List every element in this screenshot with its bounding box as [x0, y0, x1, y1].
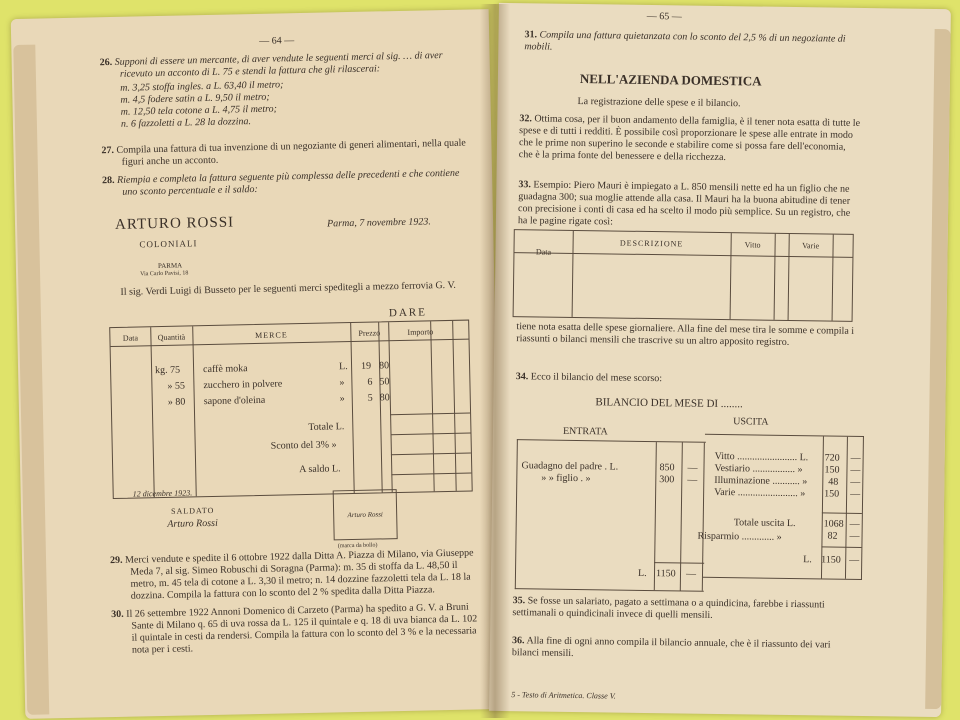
exercise-36 — [512, 635, 858, 664]
exercise-number: 29. — [109, 554, 123, 567]
invoice-saldato: SALDATO — [170, 505, 215, 516]
exercise-number: 36. — [511, 635, 525, 647]
expense-total-cents: — — [849, 518, 860, 530]
grand-total: 1150 — [821, 554, 841, 566]
exercise-text: Esempio: Piero Mauri è impiegato a L. 850 mensili nette ed ha un figlio che ne guadagna 300; sua moglie attende alla casa. Il Mauri ha la buona abitudine di tener con precisione i conti di casa ed ha scelto il modo più semplice. Su un registro, che ha le pagine rigate così: — [517, 179, 851, 228]
list-item: n. 6 fazzoletti a L. 28 la dozzina. — [120, 116, 252, 130]
table-row-unit: L. — [338, 361, 348, 373]
register-header-date: Data — [535, 247, 552, 257]
exercise-number: 31. — [524, 29, 538, 41]
invoice-date: Parma, 7 novembre 1923. — [326, 216, 431, 230]
savings-cents: — — [849, 530, 860, 542]
register-header-description: DESCRIZIONE — [619, 238, 684, 249]
exercise-26 — [99, 50, 466, 131]
balance-income-heading: ENTRATA — [562, 425, 608, 438]
expense-label: Illuminazione ........... » — [714, 474, 808, 488]
expense-label: Vestiario ................. » — [714, 462, 803, 476]
stamp-text: Arturo Rossi — [347, 510, 383, 520]
balance-income-table — [515, 439, 706, 592]
invoice-intro: Il sig. Verdi Luigi di Busseto per le seguenti merci speditegli a mezzo ferrovia G. V. — [120, 279, 456, 298]
expense-label: Vitto ........................ L. — [714, 450, 809, 464]
income-label: » » figlio . » — [541, 472, 591, 485]
exercise-number: 33. — [518, 179, 532, 191]
register-header-misc: Varie — [802, 241, 820, 251]
expense-total: 1068 — [823, 518, 844, 530]
income-cents: — — [687, 462, 698, 474]
invoice-balance-label: A saldo L. — [299, 463, 341, 476]
section-heading: NELL'AZIENDA DOMESTICA — [579, 71, 762, 89]
invoice-total-label: Totale L. — [308, 421, 345, 433]
invoice-trade: COLONIALI — [139, 238, 198, 250]
exercise-30 — [111, 601, 478, 656]
table-header-goods: MERCE — [255, 330, 288, 341]
exercise-32 — [519, 113, 862, 166]
invoice-firm-name: ARTURO ROSSI — [114, 214, 235, 233]
stamp-label: (marca da bollo) — [337, 542, 378, 550]
exercise-text: Merci vendute e spedite il 6 ottobre 1922 dalla Ditta A. Piazza di Milano, via Giuseppe Meda 7, al sig. Simeo Robuschi di Soragna (Parma): m. 35 di stoffa da L. 48,50 il metro, m. 45 tela di cotone a L. 3,30 il metro; n. 14 dozzine fazzoletti tela da L. 18 la dozzina. Compila la fattura con lo sconto del 2 % spedita dalla Ditta Piazza. — [124, 547, 474, 602]
exercise-text: Ecco il bilancio del mese scorso: — [530, 371, 663, 385]
exercise-text: Compila una fattura di tua invenzione di un negoziante di generi alimentari, nella quale figuri anche un acconto. — [116, 137, 466, 168]
left-page-number: — 64 — — [259, 35, 295, 47]
register-header-food: Vitto — [744, 240, 761, 250]
grand-total-label: L. — [803, 554, 812, 566]
invoice-city: PARMA — [157, 261, 183, 271]
exercise-28 — [102, 167, 467, 199]
income-total: 1150 — [655, 568, 676, 580]
exercise-number: 27. — [101, 144, 115, 157]
invoice-discount-label: Sconto del 3% » — [270, 439, 337, 452]
invoice-street: Via Carlo Pavisi, 18 — [140, 270, 189, 278]
table-row-qty: kg. 75 — [155, 364, 181, 377]
balance-expense-heading: USCITA — [733, 416, 769, 428]
table-header-amount: Importo — [407, 327, 434, 337]
table-row-price: 6 — [367, 376, 373, 388]
page-footer: 5 - Testo di Aritmetica. Classe V. — [511, 690, 616, 701]
table-row-price: 5 — [367, 392, 373, 404]
balance-title: BILANCIO DEL MESE DI ........ — [595, 396, 743, 411]
list-item: m. 3,25 stoffa ingles. a L. 63,40 il metro; — [120, 79, 284, 94]
exercise-33-continued: tiene nota esatta delle spese giornaliere. Alla fine del mese tira le somme e compila i riassunti o bilanci mensili che trascrive su un altro apposito registro. — [516, 321, 855, 348]
section-subheading: La registrazione delle spese e il bilancio. — [577, 95, 741, 110]
expense-label: Varie ........................ » — [714, 486, 806, 500]
left-page-edges — [13, 45, 49, 715]
table-row-qty: » 55 — [167, 380, 186, 392]
right-page — [489, 3, 951, 717]
table-row-cents: 80 — [379, 392, 390, 404]
income-label: Guadagno del padre . L. — [521, 460, 619, 473]
balance-expense-table — [697, 434, 864, 580]
exercise-number: 35. — [512, 595, 526, 607]
grand-total-cents: — — [849, 554, 860, 566]
invoice-dare: DARE — [388, 306, 428, 320]
table-row-price: 19 — [360, 360, 372, 372]
exercise-text: Compila una fattura quietanzata con lo sconto del 2,5 % di un negoziante di mobili. — [524, 29, 846, 53]
expense-total-label: Totale uscita L. — [733, 517, 796, 530]
exercise-text: Ottima cosa, per il buon andamento della famiglia, è il tener nota esatta di tutte le spese e di tutti i redditi. È possibile così proporzionare le spese alle entrate in modo che le prime non superino le seconde e stabilire come si possa fare dell'economia, che è la prima fonte del benessere e della ricchezza. — [518, 113, 861, 164]
left-page — [11, 9, 504, 719]
exercise-number: 26. — [99, 56, 113, 69]
expense-value: 720 — [824, 452, 840, 464]
exercise-29 — [109, 547, 477, 602]
table-header-qty: Quantità — [157, 332, 186, 343]
exercise-text: Alla fine di ogni anno compila il bilancio annuale, che è il riassunto dei vari bilanci mensili. — [511, 635, 831, 659]
table-row-cents: 80 — [378, 360, 390, 372]
exercise-33 — [518, 179, 861, 232]
expense-cents: — — [850, 476, 861, 488]
table-row-item: caffè moka — [202, 363, 248, 376]
table-row-cents: 50 — [379, 376, 390, 388]
income-cents: — — [687, 474, 698, 486]
expense-cents: — — [850, 488, 861, 500]
exercise-text: Riempia e completa la fattura seguente più complessa delle precedenti e che contiene uno sconto percentuale e il saldo: — [117, 167, 460, 198]
exercise-text: Il 26 settembre 1922 Annoni Domenico di Carzeto (Parma) ha spedito a G. V. a Bruni Sante di Milano q. 65 di uva rossa da L. 125 il quintale e q. 18 di uva bianca da L. 102 il quintale in cesti da rendersi. Compila la fattura con lo sconto del 3 % e la necessaria nota per i cesti. — [126, 601, 478, 656]
exercise-number: 30. — [111, 608, 124, 621]
right-page-number: — 65 — — [646, 10, 682, 23]
exercise-34 — [516, 371, 858, 388]
table-row-qty: » 80 — [167, 396, 186, 408]
list-item: m. 12,50 tela cotone a L. 4,75 il metro; — [120, 103, 278, 118]
table-row-item: zucchero in polvere — [203, 378, 283, 392]
table-header-price: Prezzo — [358, 328, 381, 338]
exercise-27 — [101, 137, 466, 169]
income-value: 300 — [659, 474, 675, 486]
exercise-number: 28. — [102, 174, 115, 187]
savings-value: 82 — [827, 530, 838, 542]
income-total-cents: — — [685, 568, 697, 580]
list-item: m. 4,5 fodere satin a L. 9,50 il metro; — [120, 91, 270, 106]
expense-value: 150 — [824, 488, 840, 500]
right-page-edges — [925, 29, 950, 709]
revenue-stamp-box — [333, 489, 398, 540]
open-book — [10, 4, 955, 718]
register-table — [513, 229, 854, 322]
exercise-35 — [512, 595, 858, 624]
expense-cents: — — [850, 464, 861, 476]
income-total-label: L. — [637, 567, 647, 579]
invoice-table — [109, 320, 473, 500]
table-row-unit: » — [339, 393, 345, 405]
expense-value: 150 — [824, 464, 840, 476]
exercise-number: 32. — [519, 113, 532, 125]
invoice-paid-date: 12 dicembre 1923. — [132, 488, 193, 499]
exercise-text: Supponi di essere un mercante, di aver vendute le seguenti merci al sig. … di aver ricevuto un acconto di L. 75 e stendi la fattura che gli rilascerai: — [114, 50, 443, 80]
income-value: 850 — [659, 462, 675, 474]
table-row-item: sapone d'oleina — [203, 394, 266, 408]
invoice-signature: Arturo Rossi — [167, 517, 218, 530]
book-gutter — [480, 4, 510, 718]
expense-value: 48 — [828, 476, 839, 488]
exercise-31 — [524, 29, 854, 58]
expense-cents: — — [850, 452, 861, 464]
savings-label: Risparmio ............. » — [697, 530, 782, 543]
table-header-date: Data — [122, 333, 139, 343]
table-row-unit: » — [339, 377, 345, 389]
exercise-text: Se fosse un salariato, pagato a settimana o a quindicina, farebbe i riassunti settimanali o quindicinali invece di quelli mensili. — [512, 595, 825, 621]
exercise-number: 34. — [515, 371, 529, 383]
